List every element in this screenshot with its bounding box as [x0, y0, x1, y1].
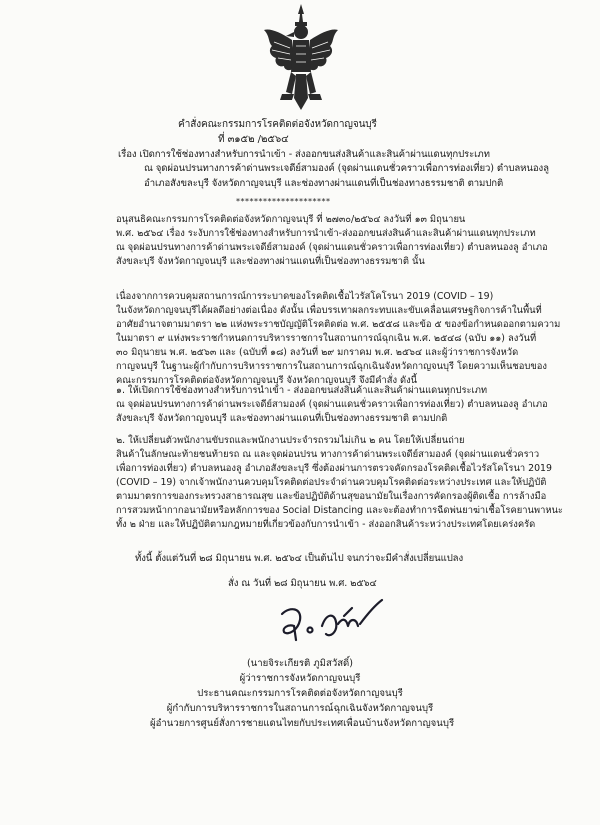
- signer-name: (นายจิระเกียรติ ภูมิสวัสดิ์): [246, 658, 354, 669]
- separator: *********************: [236, 197, 331, 206]
- paragraph-line: เนื่องจากการควบคุมสถานการณ์การระบาดของโรคติดเชื้อไวรัสโคโรนา 2019 (COVID – 19): [116, 291, 494, 302]
- signer-position-3: ผู้กำกับการบริหารราชการในสถานการณ์ฉุกเฉินจังหวัดกาญจนบุรี: [166, 703, 434, 714]
- paragraph-line: พ.ศ. ๒๕๖๔ เรื่อง ระงับการใช้ช่องทางสำหรับการนำเข้า-ส่งออกขนส่งสินค้าและสินค้าผ่านแดนทุกประเภท: [116, 228, 536, 239]
- paragraph-line: สังขละบุรี จังหวัดกาญจนบุรี และช่องทางผ่านแดนที่เป็นช่องทางธรรมชาติ นั้น: [116, 256, 425, 267]
- paragraph-line: กาญจนบุรี ในฐานะผู้กำกับการบริหารราชการในสถานการณ์ฉุกเฉินจังหวัดกาญจนบุรี โดยความเห็นชอบของ: [116, 361, 547, 372]
- paragraph-line: ๑. ให้เปิดการใช้ช่องทางสำหรับการนำเข้า - ส่งออกขนส่งสินค้าและสินค้าผ่านแดนทุกประเภท: [116, 385, 488, 396]
- paragraph-line: ตามมาตรการของกระทรวงสาธารณสุข และข้อปฏิบัติด้านสุขอนามัยในเรื่องการคัดกรองผู้ติดเชื้อ การล้างมือ: [116, 491, 547, 502]
- document-number: ที่ ๓๑๕๒ /๒๕๖๔: [218, 134, 289, 145]
- paragraph-line: คณะกรรมการโรคติดต่อจังหวัดกาญจนบุรี จังหวัดกาญจนบุรี จึงมีคำสั่ง ดังนี้: [116, 375, 418, 386]
- signature-icon: [272, 596, 392, 648]
- paragraph-line: อนุสนธิคณะกรรมการโรคติดต่อจังหวัดกาญจนบุรี ที่ ๒๗๓๐/๒๕๖๔ ลงวันที่ ๑๓ มิถุนายน: [116, 214, 466, 225]
- paragraph-line: ในจังหวัดกาญจนบุรีได้ผลดีอย่างต่อเนื่อง ดังนั้น เพื่อบรรเทาผลกระทบและขับเคลื่อนเศรษฐกิจการค้าในพื้นที่: [116, 305, 542, 316]
- subject-line-3: อำเภอสังขละบุรี จังหวัดกาญจนบุรี และช่องทางผ่านแดนที่เป็นช่องทางธรรมชาติ ตามปกติ: [144, 178, 504, 189]
- order-date: สั่ง ณ วันที่ ๒๘ มิถุนายน พ.ศ. ๒๕๖๔: [228, 578, 377, 589]
- paragraph-line: (COVID – 19) จากเจ้าพนักงานควบคุมโรคติดต่อประจำด่านควบคุมโรคติดต่อระหว่างประเทศ และให้ปฏิบัติ: [116, 477, 547, 488]
- paragraph-line: ๒. ให้เปลี่ยนตัวพนักงานขับรถและพนักงานประจำรถรวมไม่เกิน ๒ คน โดยให้เปลี่ยนถ่าย: [116, 435, 465, 446]
- paragraph-order-2: [116, 434, 563, 532]
- paragraph-line: สังขละบุรี จังหวัดกาญจนบุรี และช่องทางผ่านแดนที่เป็นช่องทางธรรมชาติ ตามปกติ: [116, 413, 448, 424]
- garuda-emblem-icon: [262, 2, 340, 114]
- paragraph-line: ๓๐ มิถุนายน พ.ศ. ๒๕๖๓ และ (ฉบับที่ ๑๘) ลงวันที่ ๒๙ มกราคม พ.ศ. ๒๕๖๔ และผู้ว่าราชการจังหวัด: [116, 347, 519, 358]
- document-title: คำสั่งคณะกรรมการโรคติดต่อจังหวัดกาญจนบุรี: [178, 119, 377, 130]
- paragraph-reference: [116, 213, 548, 269]
- signer-position-2: ประธานคณะกรรมการโรคติดต่อจังหวัดกาญจนบุรี: [197, 688, 403, 699]
- subject-line-1: เรื่อง เปิดการใช้ช่องทางสำหรับการนำเข้า - ส่งออกขนส่งสินค้าและสินค้าผ่านแดนทุกประเภท: [118, 149, 490, 160]
- paragraph-line: ณ จุดผ่อนปรนทางการค้าด่านพระเจดีย์สามองค์ (จุดผ่านแดนชั่วคราวเพื่อการท่องเที่ยว) ตำบลหนองลู อำเภอ: [116, 242, 548, 253]
- signer-position-1: ผู้ว่าราชการจังหวัดกาญจนบุรี: [239, 673, 361, 684]
- paragraph-line: สินค้าในลักษณะท้ายชนท้ายรถ ณ และจุดผ่อนปรน ทางการค้าด่านพระเจดีย์สามองค์ (จุดผ่านแดนชั่วคราว: [116, 449, 540, 460]
- effective-date-statement: ทั้งนี้ ตั้งแต่วันที่ ๒๘ มิถุนายน พ.ศ. ๒๕๖๔ เป็นต้นไป จนกว่าจะมีคำสั่งเปลี่ยนแปลง: [135, 553, 464, 564]
- paragraph-reason: [116, 290, 561, 388]
- subject-line-2: ณ จุดผ่อนปรนทางการค้าด่านพระเจดีย์สามองค์ (จุดผ่านแดนชั่วคราวเพื่อการท่องเที่ยว) ตำบลหนองลู: [144, 163, 549, 174]
- paragraph-line: ในมาตรา ๙ แห่งพระราชกำหนดการบริหารราชการในสถานการณ์ฉุกเฉิน พ.ศ. ๒๕๔๘ (ฉบับ ๑๑) ลงวันที่: [116, 333, 537, 344]
- paragraph-line: การสวมหน้ากากอนามัยหรือหลักการของ Social Distancing และจะต้องทำการฉีดพ่นยาฆ่าเชื้อโรคยานพาหนะ: [116, 505, 563, 516]
- paragraph-order-1: [116, 384, 548, 426]
- paragraph-line: ทั้ง ๒ ฝ่าย และให้ปฏิบัติตามกฎหมายที่เกี่ยวข้องกับการนำเข้า - ส่งออกสินค้าระหว่างประเทศโดยเคร่งครัด: [116, 519, 536, 530]
- paragraph-line: เพื่อการท่องเที่ยว) ตำบลหนองลู อำเภอสังขละบุรี ซึ่งต้องผ่านการตรวจคัดกรองโรคติดเชื้อไวรัสโคโรนา 2019: [116, 463, 552, 474]
- paragraph-line: ณ จุดผ่อนปรนทางการค้าด่านพระเจดีย์สามองค์ (จุดผ่านแดนชั่วคราวเพื่อการท่องเที่ยว) ตำบลหนองลู อำเภอ: [116, 399, 548, 410]
- paragraph-line: อาศัยอำนาจตามมาตรา ๒๒ แห่งพระราชบัญญัติโรคติดต่อ พ.ศ. ๒๕๕๘ และข้อ ๕ ของข้อกำหนดออกตามความ: [116, 319, 561, 330]
- signer-position-4: ผู้อำนวยการศูนย์สั่งการชายแดนไทยกับประเทศเพื่อนบ้านจังหวัดกาญจนบุรี: [150, 718, 455, 729]
